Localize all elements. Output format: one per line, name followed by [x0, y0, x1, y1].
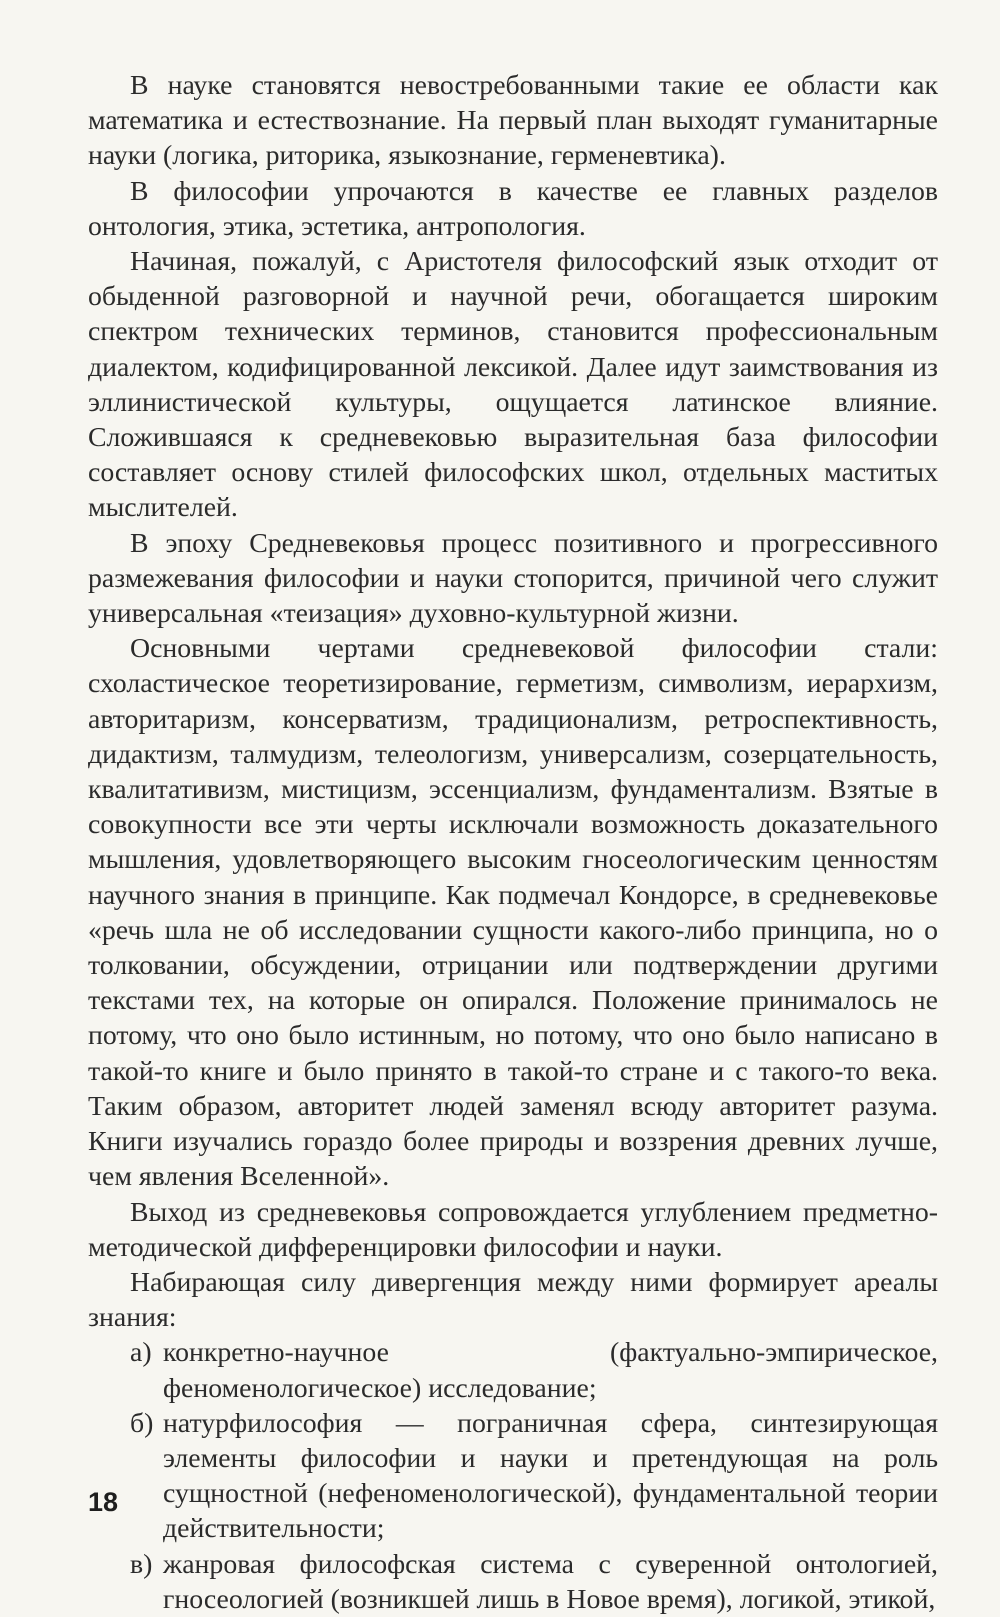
- body-text: [88, 68, 938, 1617]
- list-marker: б): [130, 1407, 154, 1439]
- list-item: [88, 1335, 938, 1405]
- list-item: [88, 1406, 938, 1547]
- paragraph: Начиная, пожалуй, с Аристотеля философский язык отходит от обыденной разговорной и научной речи, обогащается широким спектром технических терминов, становится профессиональным диалектом, кодифицированной лексикой. Далее идут заимствования из эллинистической культуры, ощущается латинское влияние. Сложившаяся к средневековью выразительная база философии составляет основу стилей философских школ, отдельных маститых мыслителей.: [88, 246, 938, 524]
- list-marker: в): [130, 1548, 153, 1580]
- page-number: 18: [88, 1487, 119, 1517]
- paragraph: В эпоху Средневековья процесс позитивного и прогрессивного размежевания философии и науки стопорится, причиной чего служит универсальная «теизация» духовно-культурной жизни.: [88, 527, 938, 630]
- list-item: [88, 1547, 938, 1617]
- list-item-text: конкретно-научное (фактуально-эмпирическое, феноменологическое) исследование;: [163, 1337, 938, 1404]
- list-item-text: жанровая философская система с суверенной онтологией, гносеологией (возникшей лишь в Новое время), логикой, этикой,: [163, 1548, 938, 1615]
- paragraph: В философии упрочаются в качестве ее главных разделов онтология, этика, эстетика, антропология.: [88, 175, 938, 242]
- paragraph: В науке становятся невостребованными такие ее области как математика и естествознание. На первый план выходят гуманитарные науки (логика, риторика, языкознание, герменевтика).: [88, 70, 938, 172]
- list-item-text: натурфилософия — пограничная сфера, синтезирующая элементы философии и науки и претендующая на роль сущностной (нефеноменологической), фундаментальной теории действительности;: [163, 1407, 938, 1545]
- knowledge-areas-list: [88, 1335, 938, 1617]
- paragraph: Основными чертами средневековой философии стали: схоластическое теоретизирование, герметизм, символизм, иерархизм, авторитаризм, консерватизм, традиционализм, ретроспективность, дидактизм, талмудизм, телеологизм, универсализм, созерцательность, квалитативизм, мистицизм, эссенциализм, фундаментализм. Взятые в совокупности все эти черты исключали возможность доказательного мышления, удовлетворяющего высоким гносеологическим ценностям научного знания в принципе. Как подмечал Кондорсе, в средневековье «речь шла не об исследовании сущности какого-либо принципа, но о толковании, обсуждении, отрицании или подтверждении другими текстами тех, на которые он опирался. Положение принималось не потому, что оно было истинным, но потому, что оно было написано в такой-то книге и было принято в такой-то стране и с такого-то века. Таким образом, авторитет людей заменял всюду авторитет разума. Книги изучались гораздо более природы и воззрения древних лучше, чем явления Вселенной».: [88, 633, 938, 1193]
- list-marker: а): [130, 1337, 152, 1369]
- paragraph: Выход из средневековья сопровождается углублением предметно-методической дифференцировки философии и науки.: [88, 1196, 938, 1263]
- paragraph: Набирающая силу дивергенция между ними формирует ареалы знания:: [88, 1266, 938, 1334]
